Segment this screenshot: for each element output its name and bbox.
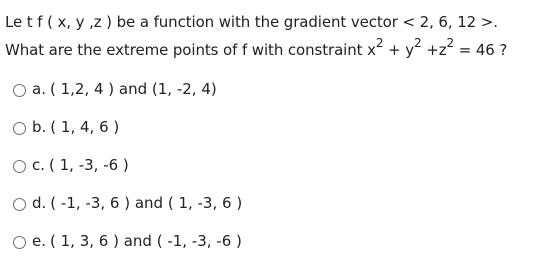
option-b[interactable] [13,108,242,146]
option-b-label: ( 1, 4, 6 ) [50,118,120,136]
radio-button-a[interactable] [13,84,26,97]
question-line-1: Le t f ( x, y ,z ) be a function with the gradient vector < 2, 6, 12 >. [5,13,498,31]
option-c[interactable] [13,146,242,184]
question-line-2-prefix: What are the extreme points of f with constraint [5,41,368,59]
radio-button-c[interactable] [13,160,26,173]
question-text [5,8,507,64]
radio-button-e[interactable] [13,236,26,249]
exponent-x: 2 [375,36,384,50]
constraint-y-sep: + y [383,41,415,59]
question-line-2 [5,36,507,64]
option-d-label: ( -1, -3, 6 ) and ( 1, -3, 6 ) [50,194,243,212]
option-a-label: ( 1,2, 4 ) and (1, -2, 4) [49,80,217,98]
option-a-letter: a. [32,80,46,98]
exponent-z: 2 [446,36,455,50]
radio-button-b[interactable] [13,122,26,135]
option-e-label: ( 1, 3, 6 ) and ( -1, -3, -6 ) [50,232,242,250]
option-d-letter: d. [32,194,47,212]
constraint-z-sep: +z [421,41,447,59]
option-a[interactable] [13,70,242,108]
constraint-x: x [367,41,376,59]
question-line-2-suffix: = 46 ? [454,41,508,59]
option-e[interactable] [13,222,242,260]
option-c-letter: c. [32,156,46,174]
option-e-letter: e. [32,232,46,250]
option-d[interactable] [13,184,242,222]
option-b-letter: b. [32,118,47,136]
radio-button-d[interactable] [13,198,26,211]
answer-options [13,70,242,260]
option-c-label: ( 1, -3, -6 ) [49,156,129,174]
exponent-y: 2 [414,36,422,50]
